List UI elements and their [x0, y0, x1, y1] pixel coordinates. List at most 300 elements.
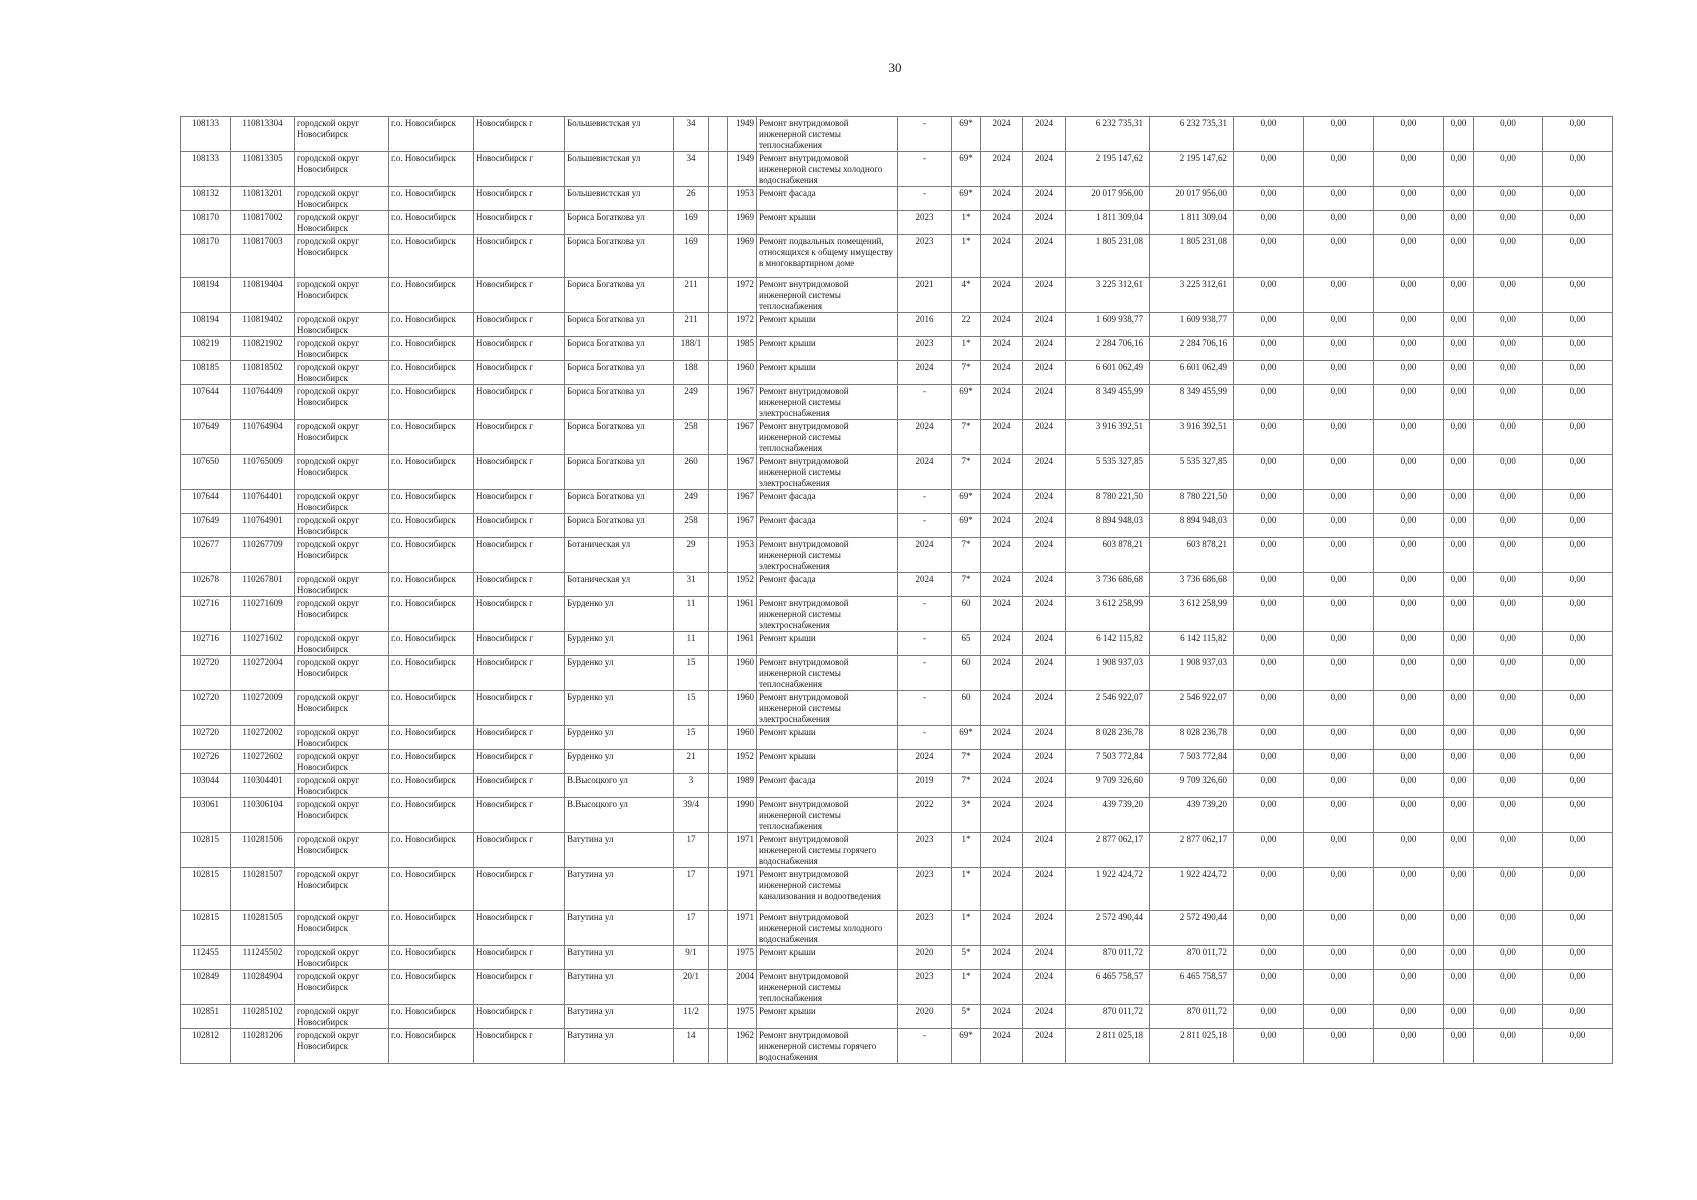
cell-work-type: Ремонт внутридомовой инженерной системы канализования и водоотведения [757, 868, 898, 911]
cell-built-year: 1952 [728, 750, 757, 774]
cell-total-cost: 870 011,72 [1066, 946, 1150, 970]
cell-cost-local: 0,00 [1374, 420, 1444, 455]
cell-start-year: 2024 [981, 1005, 1023, 1029]
cell-cost-fund: 7 503 772,84 [1150, 750, 1234, 774]
cell-urban-district: г.о. Новосибирск [389, 337, 474, 361]
table-row [181, 632, 1613, 656]
cell-last-repair-year: - [898, 1029, 952, 1064]
cell-cost-fund: 9 709 326,60 [1150, 774, 1234, 798]
cell-cost-other: 0,00 [1444, 726, 1474, 750]
cell-cost-owners: 0,00 [1474, 211, 1543, 235]
cell-cost-local: 0,00 [1374, 573, 1444, 597]
cell-locality: Новосибирск г [474, 490, 565, 514]
cell-cost-other: 0,00 [1444, 656, 1474, 691]
cell-house-id: 108194 [181, 313, 231, 337]
cell-municipality: городской округ Новосибирск [295, 970, 389, 1005]
cell-cost-local: 0,00 [1374, 455, 1444, 490]
cell-end-year: 2024 [1023, 1005, 1066, 1029]
cell-cost-fund: 3 916 392,51 [1150, 420, 1234, 455]
cell-total-cost: 1 805 231,08 [1066, 235, 1150, 278]
cell-built-year: 1960 [728, 691, 757, 726]
cell-cost-federal: 0,00 [1234, 361, 1304, 385]
cell-house-id: 102720 [181, 726, 231, 750]
cell-municipality: городской округ Новосибирск [295, 313, 389, 337]
cell-cost-reserve: 0,00 [1543, 152, 1613, 187]
cell-cost-regional: 0,00 [1304, 597, 1374, 632]
cell-urban-district: г.о. Новосибирск [389, 278, 474, 313]
cell-locality: Новосибирск г [474, 455, 565, 490]
cell-total-cost: 2 572 490,44 [1066, 911, 1150, 946]
cell-cost-fund: 6 142 115,82 [1150, 632, 1234, 656]
cell-cost-regional: 0,00 [1304, 798, 1374, 833]
cell-house-id: 102678 [181, 573, 231, 597]
cell-cost-federal: 0,00 [1234, 833, 1304, 868]
cell-cost-regional: 0,00 [1304, 235, 1374, 278]
cell-work-id: 110818502 [231, 361, 295, 385]
cell-last-repair-year: 2024 [898, 538, 952, 573]
cell-municipality: городской округ Новосибирск [295, 514, 389, 538]
cell-cost-fund: 2 572 490,44 [1150, 911, 1234, 946]
cell-start-year: 2024 [981, 911, 1023, 946]
cell-total-cost: 870 011,72 [1066, 1005, 1150, 1029]
cell-house-id: 108185 [181, 361, 231, 385]
cell-house-id: 107649 [181, 420, 231, 455]
cell-cost-fund: 1 811 309,04 [1150, 211, 1234, 235]
cell-locality: Новосибирск г [474, 1005, 565, 1029]
cell-planned-period: 69* [952, 1029, 981, 1064]
table-row [181, 455, 1613, 490]
cell-work-type: Ремонт внутридомовой инженерной системы горячего водоснабжения [757, 1029, 898, 1064]
cell-street: Ватутина ул [565, 833, 674, 868]
cell-cost-fund: 6 232 735,31 [1150, 117, 1234, 152]
cell-building [709, 691, 728, 726]
cell-building [709, 187, 728, 211]
cell-cost-regional: 0,00 [1304, 774, 1374, 798]
cell-cost-federal: 0,00 [1234, 774, 1304, 798]
cell-house-number: 9/1 [674, 946, 709, 970]
cell-municipality: городской округ Новосибирск [295, 597, 389, 632]
cell-built-year: 1962 [728, 1029, 757, 1064]
cell-planned-period: 69* [952, 726, 981, 750]
cell-planned-period: 7* [952, 750, 981, 774]
cell-built-year: 1949 [728, 117, 757, 152]
cell-house-number: 260 [674, 455, 709, 490]
cell-house-id: 108133 [181, 152, 231, 187]
cell-locality: Новосибирск г [474, 750, 565, 774]
cell-building [709, 1005, 728, 1029]
cell-urban-district: г.о. Новосибирск [389, 868, 474, 911]
cell-locality: Новосибирск г [474, 632, 565, 656]
cell-house-id: 102812 [181, 1029, 231, 1064]
cell-cost-owners: 0,00 [1474, 750, 1543, 774]
cell-cost-other: 0,00 [1444, 774, 1474, 798]
cell-start-year: 2024 [981, 152, 1023, 187]
cell-work-type: Ремонт крыши [757, 361, 898, 385]
cell-built-year: 1961 [728, 597, 757, 632]
cell-cost-regional: 0,00 [1304, 573, 1374, 597]
cell-start-year: 2024 [981, 313, 1023, 337]
cell-end-year: 2024 [1023, 385, 1066, 420]
cell-cost-fund: 2 546 922,07 [1150, 691, 1234, 726]
cell-total-cost: 1 922 424,72 [1066, 868, 1150, 911]
cell-house-number: 188 [674, 361, 709, 385]
cell-start-year: 2024 [981, 455, 1023, 490]
cell-cost-other: 0,00 [1444, 420, 1474, 455]
cell-cost-federal: 0,00 [1234, 970, 1304, 1005]
cell-total-cost: 6 232 735,31 [1066, 117, 1150, 152]
cell-cost-federal: 0,00 [1234, 691, 1304, 726]
cell-work-type: Ремонт крыши [757, 337, 898, 361]
cell-cost-local: 0,00 [1374, 656, 1444, 691]
cell-house-number: 17 [674, 833, 709, 868]
cell-start-year: 2024 [981, 774, 1023, 798]
cell-cost-federal: 0,00 [1234, 117, 1304, 152]
cell-urban-district: г.о. Новосибирск [389, 117, 474, 152]
cell-house-id: 102720 [181, 691, 231, 726]
cell-built-year: 1971 [728, 833, 757, 868]
cell-built-year: 2004 [728, 970, 757, 1005]
cell-start-year: 2024 [981, 597, 1023, 632]
cell-cost-reserve: 0,00 [1543, 514, 1613, 538]
cell-house-id: 102720 [181, 656, 231, 691]
cell-cost-regional: 0,00 [1304, 833, 1374, 868]
cell-cost-federal: 0,00 [1234, 597, 1304, 632]
cell-total-cost: 2 811 025,18 [1066, 1029, 1150, 1064]
cell-cost-other: 0,00 [1444, 455, 1474, 490]
cell-cost-fund: 8 780 221,50 [1150, 490, 1234, 514]
cell-planned-period: 3* [952, 798, 981, 833]
cell-total-cost: 1 609 938,77 [1066, 313, 1150, 337]
cell-house-number: 211 [674, 278, 709, 313]
cell-cost-regional: 0,00 [1304, 455, 1374, 490]
cell-end-year: 2024 [1023, 514, 1066, 538]
cell-cost-local: 0,00 [1374, 361, 1444, 385]
cell-work-type: Ремонт крыши [757, 313, 898, 337]
cell-planned-period: 5* [952, 946, 981, 970]
cell-cost-reserve: 0,00 [1543, 1029, 1613, 1064]
cell-work-id: 110304401 [231, 774, 295, 798]
cell-street: В.Высоцкого ул [565, 798, 674, 833]
cell-locality: Новосибирск г [474, 385, 565, 420]
cell-urban-district: г.о. Новосибирск [389, 726, 474, 750]
cell-municipality: городской округ Новосибирск [295, 187, 389, 211]
cell-cost-local: 0,00 [1374, 911, 1444, 946]
cell-cost-local: 0,00 [1374, 946, 1444, 970]
cell-cost-reserve: 0,00 [1543, 656, 1613, 691]
cell-cost-regional: 0,00 [1304, 420, 1374, 455]
cell-start-year: 2024 [981, 337, 1023, 361]
cell-last-repair-year: 2020 [898, 1005, 952, 1029]
cell-building [709, 278, 728, 313]
cell-cost-fund: 2 877 062,17 [1150, 833, 1234, 868]
cell-building [709, 361, 728, 385]
cell-work-type: Ремонт крыши [757, 750, 898, 774]
table-row [181, 420, 1613, 455]
cell-cost-regional: 0,00 [1304, 632, 1374, 656]
cell-start-year: 2024 [981, 656, 1023, 691]
cell-house-number: 26 [674, 187, 709, 211]
table-row [181, 361, 1613, 385]
cell-house-number: 31 [674, 573, 709, 597]
cell-municipality: городской округ Новосибирск [295, 911, 389, 946]
cell-start-year: 2024 [981, 868, 1023, 911]
cell-cost-local: 0,00 [1374, 798, 1444, 833]
cell-building [709, 833, 728, 868]
cell-urban-district: г.о. Новосибирск [389, 833, 474, 868]
cell-cost-other: 0,00 [1444, 187, 1474, 211]
cell-built-year: 1961 [728, 632, 757, 656]
cell-street: Бориса Богаткова ул [565, 235, 674, 278]
cell-work-id: 110813201 [231, 187, 295, 211]
cell-cost-fund: 8 028 236,78 [1150, 726, 1234, 750]
cell-house-number: 34 [674, 117, 709, 152]
cell-work-id: 110272009 [231, 691, 295, 726]
table-row [181, 970, 1613, 1005]
cell-work-id: 110267801 [231, 573, 295, 597]
cell-cost-local: 0,00 [1374, 514, 1444, 538]
cell-urban-district: г.о. Новосибирск [389, 313, 474, 337]
table-row [181, 573, 1613, 597]
cell-locality: Новосибирск г [474, 211, 565, 235]
cell-cost-reserve: 0,00 [1543, 911, 1613, 946]
cell-total-cost: 1 811 309,04 [1066, 211, 1150, 235]
cell-start-year: 2024 [981, 946, 1023, 970]
cell-total-cost: 3 916 392,51 [1066, 420, 1150, 455]
cell-locality: Новосибирск г [474, 420, 565, 455]
cell-cost-owners: 0,00 [1474, 868, 1543, 911]
cell-cost-reserve: 0,00 [1543, 490, 1613, 514]
cell-cost-reserve: 0,00 [1543, 597, 1613, 632]
cell-cost-owners: 0,00 [1474, 117, 1543, 152]
cell-street: Бориса Богаткова ул [565, 361, 674, 385]
table-row [181, 538, 1613, 573]
cell-locality: Новосибирск г [474, 597, 565, 632]
cell-municipality: городской округ Новосибирск [295, 117, 389, 152]
cell-work-type: Ремонт крыши [757, 726, 898, 750]
cell-work-type: Ремонт крыши [757, 1005, 898, 1029]
cell-cost-reserve: 0,00 [1543, 573, 1613, 597]
cell-cost-reserve: 0,00 [1543, 691, 1613, 726]
cell-start-year: 2024 [981, 573, 1023, 597]
cell-work-type: Ремонт внутридомовой инженерной системы электроснабжения [757, 455, 898, 490]
cell-work-type: Ремонт внутридомовой инженерной системы теплоснабжения [757, 970, 898, 1005]
cell-cost-regional: 0,00 [1304, 970, 1374, 1005]
cell-municipality: городской округ Новосибирск [295, 235, 389, 278]
cell-work-id: 110267709 [231, 538, 295, 573]
table-row [181, 656, 1613, 691]
cell-house-id: 102849 [181, 970, 231, 1005]
cell-urban-district: г.о. Новосибирск [389, 1005, 474, 1029]
cell-cost-owners: 0,00 [1474, 573, 1543, 597]
cell-cost-owners: 0,00 [1474, 726, 1543, 750]
cell-cost-federal: 0,00 [1234, 911, 1304, 946]
cell-cost-local: 0,00 [1374, 313, 1444, 337]
cell-planned-period: 22 [952, 313, 981, 337]
cell-work-id: 110765009 [231, 455, 295, 490]
cell-cost-reserve: 0,00 [1543, 726, 1613, 750]
cell-house-id: 107650 [181, 455, 231, 490]
cell-house-number: 11 [674, 597, 709, 632]
cell-house-id: 103044 [181, 774, 231, 798]
cell-urban-district: г.о. Новосибирск [389, 385, 474, 420]
cell-cost-reserve: 0,00 [1543, 420, 1613, 455]
cell-planned-period: 1* [952, 833, 981, 868]
cell-cost-owners: 0,00 [1474, 691, 1543, 726]
cell-work-id: 110271609 [231, 597, 295, 632]
cell-end-year: 2024 [1023, 656, 1066, 691]
cell-work-id: 110819402 [231, 313, 295, 337]
cell-cost-reserve: 0,00 [1543, 774, 1613, 798]
cell-cost-other: 0,00 [1444, 278, 1474, 313]
cell-work-id: 110285102 [231, 1005, 295, 1029]
cell-work-type: Ремонт внутридомовой инженерной системы холодного водоснабжения [757, 152, 898, 187]
cell-cost-federal: 0,00 [1234, 538, 1304, 573]
cell-municipality: городской округ Новосибирск [295, 1029, 389, 1064]
cell-house-number: 3 [674, 774, 709, 798]
cell-built-year: 1952 [728, 573, 757, 597]
cell-cost-regional: 0,00 [1304, 211, 1374, 235]
cell-work-type: Ремонт фасада [757, 774, 898, 798]
cell-cost-fund: 2 811 025,18 [1150, 1029, 1234, 1064]
cell-work-type: Ремонт фасада [757, 490, 898, 514]
cell-work-type: Ремонт внутридомовой инженерной системы холодного водоснабжения [757, 911, 898, 946]
cell-cost-federal: 0,00 [1234, 946, 1304, 970]
cell-cost-fund: 5 535 327,85 [1150, 455, 1234, 490]
cell-cost-owners: 0,00 [1474, 235, 1543, 278]
cell-start-year: 2024 [981, 798, 1023, 833]
cell-cost-owners: 0,00 [1474, 946, 1543, 970]
cell-end-year: 2024 [1023, 632, 1066, 656]
cell-street: Большевистская ул [565, 117, 674, 152]
cell-last-repair-year: 2023 [898, 911, 952, 946]
cell-building [709, 514, 728, 538]
cell-last-repair-year: 2019 [898, 774, 952, 798]
cell-cost-local: 0,00 [1374, 337, 1444, 361]
cell-cost-other: 0,00 [1444, 597, 1474, 632]
cell-municipality: городской округ Новосибирск [295, 946, 389, 970]
cell-locality: Новосибирск г [474, 868, 565, 911]
cell-locality: Новосибирск г [474, 187, 565, 211]
cell-planned-period: 5* [952, 1005, 981, 1029]
cell-planned-period: 69* [952, 490, 981, 514]
cell-cost-owners: 0,00 [1474, 490, 1543, 514]
cell-building [709, 656, 728, 691]
cell-work-id: 110813304 [231, 117, 295, 152]
cell-cost-fund: 20 017 956,00 [1150, 187, 1234, 211]
cell-house-number: 169 [674, 235, 709, 278]
cell-municipality: городской округ Новосибирск [295, 211, 389, 235]
cell-building [709, 538, 728, 573]
cell-last-repair-year: 2023 [898, 833, 952, 868]
cell-building [709, 868, 728, 911]
cell-cost-reserve: 0,00 [1543, 337, 1613, 361]
cell-work-id: 110281506 [231, 833, 295, 868]
cell-built-year: 1985 [728, 337, 757, 361]
cell-start-year: 2024 [981, 278, 1023, 313]
cell-planned-period: 7* [952, 774, 981, 798]
cell-planned-period: 1* [952, 211, 981, 235]
cell-street: Ботаническая ул [565, 573, 674, 597]
cell-work-id: 110271602 [231, 632, 295, 656]
cell-street: Бориса Богаткова ул [565, 211, 674, 235]
cell-cost-reserve: 0,00 [1543, 750, 1613, 774]
cell-end-year: 2024 [1023, 187, 1066, 211]
cell-cost-other: 0,00 [1444, 538, 1474, 573]
cell-built-year: 1953 [728, 538, 757, 573]
cell-cost-other: 0,00 [1444, 490, 1474, 514]
cell-urban-district: г.о. Новосибирск [389, 235, 474, 278]
cell-end-year: 2024 [1023, 490, 1066, 514]
cell-built-year: 1960 [728, 726, 757, 750]
cell-cost-federal: 0,00 [1234, 187, 1304, 211]
cell-end-year: 2024 [1023, 868, 1066, 911]
cell-house-number: 17 [674, 868, 709, 911]
cell-end-year: 2024 [1023, 117, 1066, 152]
cell-building [709, 455, 728, 490]
cell-work-type: Ремонт внутридомовой инженерной системы электроснабжения [757, 691, 898, 726]
cell-street: Ватутина ул [565, 911, 674, 946]
cell-end-year: 2024 [1023, 538, 1066, 573]
cell-municipality: городской округ Новосибирск [295, 152, 389, 187]
cell-last-repair-year: 2016 [898, 313, 952, 337]
cell-total-cost: 439 739,20 [1066, 798, 1150, 833]
cell-street: Бурденко ул [565, 656, 674, 691]
cell-work-id: 110281507 [231, 868, 295, 911]
table-row [181, 946, 1613, 970]
cell-planned-period: 60 [952, 656, 981, 691]
cell-street: Ботаническая ул [565, 538, 674, 573]
cell-planned-period: 60 [952, 691, 981, 726]
cell-cost-federal: 0,00 [1234, 726, 1304, 750]
cell-locality: Новосибирск г [474, 798, 565, 833]
cell-house-number: 15 [674, 726, 709, 750]
table-row [181, 514, 1613, 538]
cell-street: Бурденко ул [565, 726, 674, 750]
cell-house-id: 102815 [181, 868, 231, 911]
cell-work-type: Ремонт фасада [757, 187, 898, 211]
cell-cost-regional: 0,00 [1304, 750, 1374, 774]
cell-work-type: Ремонт внутридомовой инженерной системы теплоснабжения [757, 278, 898, 313]
cell-cost-federal: 0,00 [1234, 1005, 1304, 1029]
cell-municipality: городской округ Новосибирск [295, 798, 389, 833]
cell-cost-regional: 0,00 [1304, 385, 1374, 420]
cell-work-id: 110821902 [231, 337, 295, 361]
cell-work-id: 110764409 [231, 385, 295, 420]
cell-total-cost: 3 612 258,99 [1066, 597, 1150, 632]
cell-cost-local: 0,00 [1374, 597, 1444, 632]
cell-municipality: городской округ Новосибирск [295, 455, 389, 490]
cell-planned-period: 1* [952, 868, 981, 911]
cell-urban-district: г.о. Новосибирск [389, 946, 474, 970]
cell-total-cost: 8 028 236,78 [1066, 726, 1150, 750]
cell-start-year: 2024 [981, 385, 1023, 420]
cell-cost-regional: 0,00 [1304, 1005, 1374, 1029]
cell-cost-federal: 0,00 [1234, 385, 1304, 420]
cell-cost-owners: 0,00 [1474, 313, 1543, 337]
cell-urban-district: г.о. Новосибирск [389, 1029, 474, 1064]
cell-house-number: 14 [674, 1029, 709, 1064]
cell-work-type: Ремонт крыши [757, 211, 898, 235]
cell-last-repair-year: 2020 [898, 946, 952, 970]
table-row [181, 337, 1613, 361]
cell-building [709, 632, 728, 656]
cell-house-id: 108219 [181, 337, 231, 361]
cell-work-id: 110281505 [231, 911, 295, 946]
cell-cost-federal: 0,00 [1234, 514, 1304, 538]
cell-locality: Новосибирск г [474, 946, 565, 970]
cell-end-year: 2024 [1023, 235, 1066, 278]
cell-cost-federal: 0,00 [1234, 152, 1304, 187]
